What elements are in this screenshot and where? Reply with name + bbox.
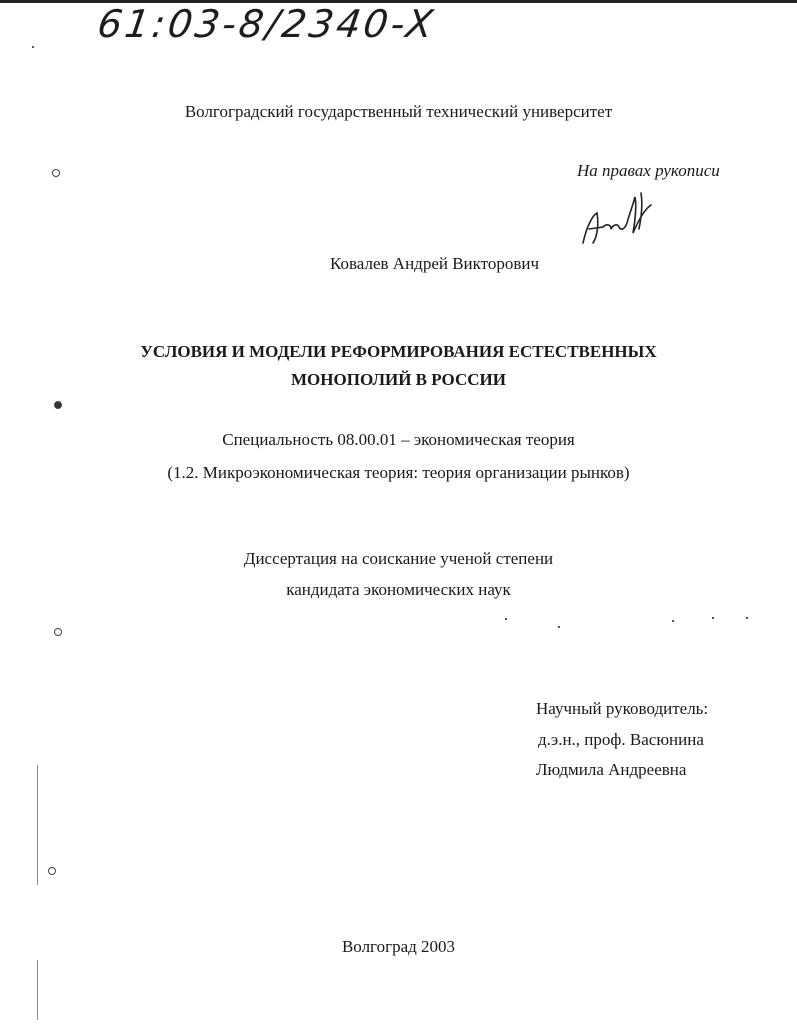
city-year: Волгоград 2003 — [341, 937, 456, 956]
title-line-1: УСЛОВИЯ И МОДЕЛИ РЕФОРМИРОВАНИЯ ЕСТЕСТВЕННЫХ — [140, 342, 657, 361]
signature-icon — [575, 185, 675, 255]
supervisor-line-1: д.э.н., проф. Васюнина — [538, 730, 704, 749]
specialty: Специальность 08.00.01 – экономическая теория — [222, 430, 575, 449]
scan-speck — [558, 626, 560, 628]
degree-line-1: Диссертация на соискание ученой степени — [243, 549, 554, 568]
supervisor-label: Научный руководитель: — [536, 699, 709, 718]
binding-hole-icon — [48, 867, 56, 875]
degree-line-2: кандидата экономических наук — [286, 580, 511, 599]
supervisor-line-2: Людмила Андреевна — [536, 760, 687, 779]
scan-artifact-line — [37, 960, 38, 1020]
scan-speck — [672, 620, 674, 622]
scan-speck — [746, 617, 748, 619]
scan-speck — [712, 617, 714, 619]
specialty-subfield: (1.2. Микроэкономическая теория: теория организации рынков) — [167, 463, 630, 482]
binding-hole-icon — [54, 401, 62, 409]
title-line-2: МОНОПОЛИЙ В РОССИИ — [291, 370, 506, 389]
author-name: Ковалев Андрей Викторович — [330, 254, 540, 273]
binding-hole-icon — [54, 628, 62, 636]
scan-speck — [505, 618, 507, 620]
binding-hole-icon — [52, 169, 60, 177]
archive-code-handwritten: 61:03-8/2340-X — [94, 2, 439, 46]
scan-speck — [32, 46, 34, 48]
scan-artifact-line — [37, 765, 38, 885]
manuscript-note: На правах рукописи — [577, 161, 720, 180]
university-name: Волгоградский государственный технический университет — [184, 102, 613, 121]
